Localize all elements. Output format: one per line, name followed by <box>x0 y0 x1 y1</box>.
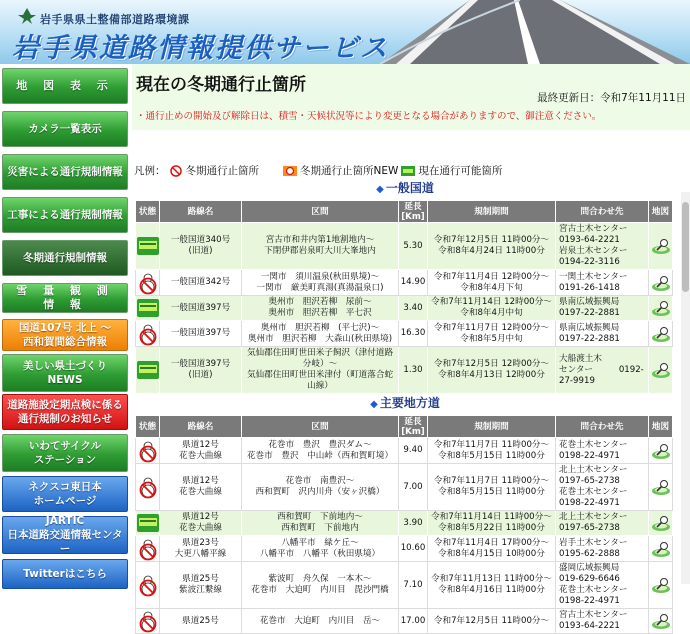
map-icon[interactable] <box>651 442 671 460</box>
map-cell[interactable] <box>649 609 673 634</box>
section-cell: 一関市 須川温泉(秋田県境)～ 一関市 厳美町真湯(真湯温泉口) <box>242 270 399 296</box>
section-cell: 西和賀町 下前地内～ 西和賀町 下前地内 <box>242 511 399 536</box>
column-header: 区間 <box>242 416 399 438</box>
map-cell[interactable] <box>649 511 673 536</box>
section-title-0 <box>132 179 678 196</box>
status-cell <box>136 464 160 511</box>
column-header: 路線名 <box>160 201 242 223</box>
map-cell[interactable] <box>649 562 673 609</box>
status-cell <box>136 223 160 270</box>
map-icon[interactable] <box>651 478 671 496</box>
legend-prefix: 凡例： <box>134 165 166 177</box>
closed-icon <box>137 538 159 560</box>
column-header: 問合わせ先 <box>556 201 649 223</box>
map-cell[interactable] <box>649 223 673 270</box>
section-cell: 紫波町 舟久保 一本木～ 花巻市 大迫町 内川目 毘沙門橋 <box>242 562 399 609</box>
department-name: 岩手県県土整備部道路環境課 <box>40 13 190 26</box>
route-cell: 県道23号 大更八幡平線 <box>160 536 242 562</box>
period-cell: 令和7年12月5日 11時00分～ 令和8年4月24日 11時00分 <box>428 223 556 270</box>
sidebar-item-1[interactable]: カメラ一覧表示 <box>2 111 128 147</box>
legend-closed-new: 冬期通行止箇所NEW <box>300 165 399 177</box>
column-header: 路線名 <box>160 416 242 438</box>
length-cell: 5.30 <box>399 223 428 270</box>
sidebar-item-8[interactable]: 道路施設定期点検に係る 通行規制のお知らせ <box>2 394 128 430</box>
diamond-icon: ◆ <box>370 399 378 410</box>
section-title-text: 主要地方道 <box>379 396 440 410</box>
length-cell: 3.40 <box>399 296 428 321</box>
column-header: 状態 <box>136 416 160 438</box>
last-updated: 最終更新日：令和7年11月11日 <box>537 92 686 104</box>
period-cell: 令和7年11月7日 11時00分～ 令和8年5月15日 11時00分 <box>428 464 556 511</box>
section-title-1 <box>132 394 678 411</box>
period-cell: 令和7年11月14日 12時00分～ 令和8年4月中旬 <box>428 296 556 321</box>
prefecture-emblem-icon <box>18 8 36 24</box>
period-cell: 令和7年11月7日 12時00分～ 令和8年5月中旬 <box>428 321 556 347</box>
contact-cell: 県南広域振興局 0197-22-2881 <box>556 321 649 347</box>
map-cell[interactable] <box>649 270 673 296</box>
column-header: 延長 [Km] <box>399 416 428 438</box>
map-icon[interactable] <box>651 540 671 558</box>
map-icon[interactable] <box>651 299 671 317</box>
status-cell <box>136 609 160 634</box>
status-cell <box>136 562 160 609</box>
section-cell: 奥州市 胆沢若柳 (平七沢)～ 奥州市 胆沢若柳 大森山(秋田県境) <box>242 321 399 347</box>
period-cell: 令和7年11月14日 11時00分～ 令和8年5月22日 11時00分 <box>428 511 556 536</box>
table-row <box>136 609 673 634</box>
length-cell: 16.30 <box>399 321 428 347</box>
sidebar-item-7[interactable]: 美しい県土づくり NEWS <box>2 354 128 392</box>
map-icon[interactable] <box>651 274 671 292</box>
sidebar-item-6[interactable]: 国道107号 北上 ～ 西和賀間総合情報 <box>2 319 128 351</box>
table-row <box>136 270 673 296</box>
map-icon[interactable] <box>651 237 671 255</box>
sidebar-item-10[interactable]: ネクスコ東日本 ホームページ <box>2 476 128 512</box>
map-cell[interactable] <box>649 296 673 321</box>
route-cell: 県道25号 紫波江繋線 <box>160 562 242 609</box>
contact-cell: 一関土木センター 0191-26-1418 <box>556 270 649 296</box>
period-cell: 令和7年11月4日 17時00分～ 令和8年4月15日 10時00分 <box>428 536 556 562</box>
length-cell: 7.00 <box>399 464 428 511</box>
contact-cell: 岩手土木センター 0195-62-2888 <box>556 536 649 562</box>
table-row <box>136 438 673 464</box>
status-cell <box>136 536 160 562</box>
table-row <box>136 321 673 347</box>
route-cell: 一般国道397号 <box>160 296 242 321</box>
section-cell: 花巻市 南豊沢～ 西和賀町 沢内川舟（安ヶ沢橋） <box>242 464 399 511</box>
status-cell <box>136 321 160 347</box>
section-cell: 宮古市和井内第1地割地内～ 下閉伊郡岩泉町大川大峯地内 <box>242 223 399 270</box>
length-cell: 1.30 <box>399 347 428 394</box>
table-row <box>136 511 673 536</box>
route-cell: 一般国道342号 <box>160 270 242 296</box>
map-icon[interactable] <box>651 325 671 343</box>
contact-cell: 北上土木センター 0197-65-2738 花巻土木センター 0198-22-4971 <box>556 464 649 511</box>
route-cell: 一般国道397号 (旧道) <box>160 347 242 394</box>
legend <box>134 163 502 178</box>
period-cell: 令和7年11月4日 12時00分～ 令和8年4月下旬 <box>428 270 556 296</box>
closed-new-icon <box>283 165 297 177</box>
column-header: 問合わせ先 <box>556 416 649 438</box>
map-cell[interactable] <box>649 464 673 511</box>
status-cell <box>136 438 160 464</box>
length-cell: 7.10 <box>399 562 428 609</box>
closed-icon <box>137 574 159 596</box>
length-cell: 17.00 <box>399 609 428 634</box>
status-cell <box>136 296 160 321</box>
route-cell: 一般国道397号 <box>160 321 242 347</box>
passable-icon <box>137 297 159 319</box>
site-header <box>0 0 690 64</box>
page-title: 現在の冬期通行止箇所 <box>136 75 306 95</box>
sidebar-item-2[interactable]: 災害による通行規制情報 <box>2 154 128 190</box>
length-cell: 9.40 <box>399 438 428 464</box>
contact-cell: 大船渡土木 センター 0192-27-9919 <box>556 347 649 394</box>
route-cell: 県道12号 花巻大曲線 <box>160 511 242 536</box>
section-title-text: 一般国道 <box>385 181 434 195</box>
closed-icon <box>169 165 183 177</box>
table-row <box>136 296 673 321</box>
route-cell: 県道12号 花巻大曲線 <box>160 438 242 464</box>
route-cell: 県道25号 <box>160 609 242 634</box>
closed-icon <box>137 323 159 345</box>
contact-cell: 北上土木センター 0197-65-2738 <box>556 511 649 536</box>
section-cell: 花巻市 豊沢 豊沢ダム～ 花巻市 豊沢 中山峠（西和賀町境） <box>242 438 399 464</box>
passable-icon <box>137 359 159 381</box>
section-cell: 奥州市 胆沢若柳 尿前～ 奥州市 胆沢若柳 平七沢 <box>242 296 399 321</box>
regulation-table-0 <box>135 200 673 394</box>
length-cell: 14.90 <box>399 270 428 296</box>
table-row <box>136 562 673 609</box>
section-cell: 八幡平市 緑ケ丘～ 八幡平市 八幡平（秋田県境） <box>242 536 399 562</box>
diamond-icon: ◆ <box>376 184 384 195</box>
column-header: 地図 <box>649 416 673 438</box>
contact-cell: 県南広域振興局 0197-22-2881 <box>556 296 649 321</box>
map-icon[interactable] <box>651 361 671 379</box>
column-header: 状態 <box>136 201 160 223</box>
site-title[interactable]: 岩手県道路情報提供サービス <box>12 33 389 64</box>
sidebar-item-12[interactable]: Twitterはこちら <box>2 559 128 589</box>
length-cell: 3.90 <box>399 511 428 536</box>
closed-icon <box>137 610 159 632</box>
notice-text: ・通行止めの開始及び解除日は、積雪・天候状況等により変更となる場合がありますので、御注意ください。 <box>136 111 602 122</box>
route-cell: 一般国道340号 (旧道) <box>160 223 242 270</box>
map-cell[interactable] <box>649 536 673 562</box>
sidebar-nav <box>0 64 130 584</box>
table-row <box>136 536 673 562</box>
map-cell[interactable] <box>649 438 673 464</box>
passable-icon <box>137 512 159 534</box>
legend-closed: 冬期通行止箇所 <box>185 165 259 177</box>
closed-icon <box>137 440 159 462</box>
column-header: 規制期間 <box>428 416 556 438</box>
closed-icon <box>137 272 159 294</box>
status-cell <box>136 270 160 296</box>
status-cell <box>136 347 160 394</box>
contact-cell: 花巻土木センター 0198-22-4971 <box>556 438 649 464</box>
column-header: 延長 [Km] <box>399 201 428 223</box>
map-cell[interactable] <box>649 347 673 394</box>
closed-icon <box>137 476 159 498</box>
period-cell: 令和7年11月7日 11時00分～ 令和8年5月15日 11時00分 <box>428 438 556 464</box>
map-icon[interactable] <box>651 514 671 532</box>
legend-passable: 現在通行可能箇所 <box>418 165 503 177</box>
contact-cell: 宮古土木センター 0193-64-2221 岩泉土木センター 0194-22-3116 <box>556 223 649 270</box>
period-cell: 令和7年12月5日 12時00分～ 令和8年4月13日 12時00分 <box>428 347 556 394</box>
section-cell: 気仙郡住田町世田米子飼沢（津付道路分岐）～ 気仙郡住田町世田米津付（町道落合蛇山線） <box>242 347 399 394</box>
column-header: 規制期間 <box>428 201 556 223</box>
length-cell: 10.60 <box>399 536 428 562</box>
sidebar-item-0[interactable]: 地 図 表 示 <box>2 68 128 104</box>
table-row <box>136 223 673 270</box>
column-header: 地図 <box>649 201 673 223</box>
section-cell: 花巻市 大迫町 内川目 岳～ <box>242 609 399 634</box>
contact-cell: 宮古土木センター 0193-64-2221 <box>556 609 649 634</box>
sidebar-item-3[interactable]: 工事による通行規制情報 <box>2 197 128 233</box>
sidebar-item-11[interactable]: JARTIC 日本道路交通情報センター <box>2 516 128 554</box>
period-cell: 令和7年12月5日 11時00分～ <box>428 609 556 634</box>
main-content <box>132 64 690 631</box>
table-row <box>136 464 673 511</box>
status-cell <box>136 511 160 536</box>
passable-icon <box>137 235 159 257</box>
map-cell[interactable] <box>649 321 673 347</box>
title-band <box>132 64 690 130</box>
scrollbar-thumb[interactable] <box>682 202 689 292</box>
route-cell: 県道12号 花巻大曲線 <box>160 464 242 511</box>
contact-cell: 盛岡広域振興局 019-629-6646 花巻土木センター 0198-22-4971 <box>556 562 649 609</box>
sidebar-item-5[interactable]: 雪 量 観 測 情 報 <box>2 283 128 313</box>
column-header: 区間 <box>242 201 399 223</box>
passable-icon <box>401 165 415 177</box>
period-cell: 令和7年11月13日 11時00分～ 令和8年4月16日 11時00分 <box>428 562 556 609</box>
map-icon[interactable] <box>651 612 671 630</box>
regulation-table-1 <box>135 415 673 634</box>
sidebar-item-4[interactable]: 冬期通行規制情報 <box>2 240 128 276</box>
map-icon[interactable] <box>651 576 671 594</box>
table-row <box>136 347 673 394</box>
sidebar-item-9[interactable]: いわてサイクル ステーション <box>2 434 128 472</box>
